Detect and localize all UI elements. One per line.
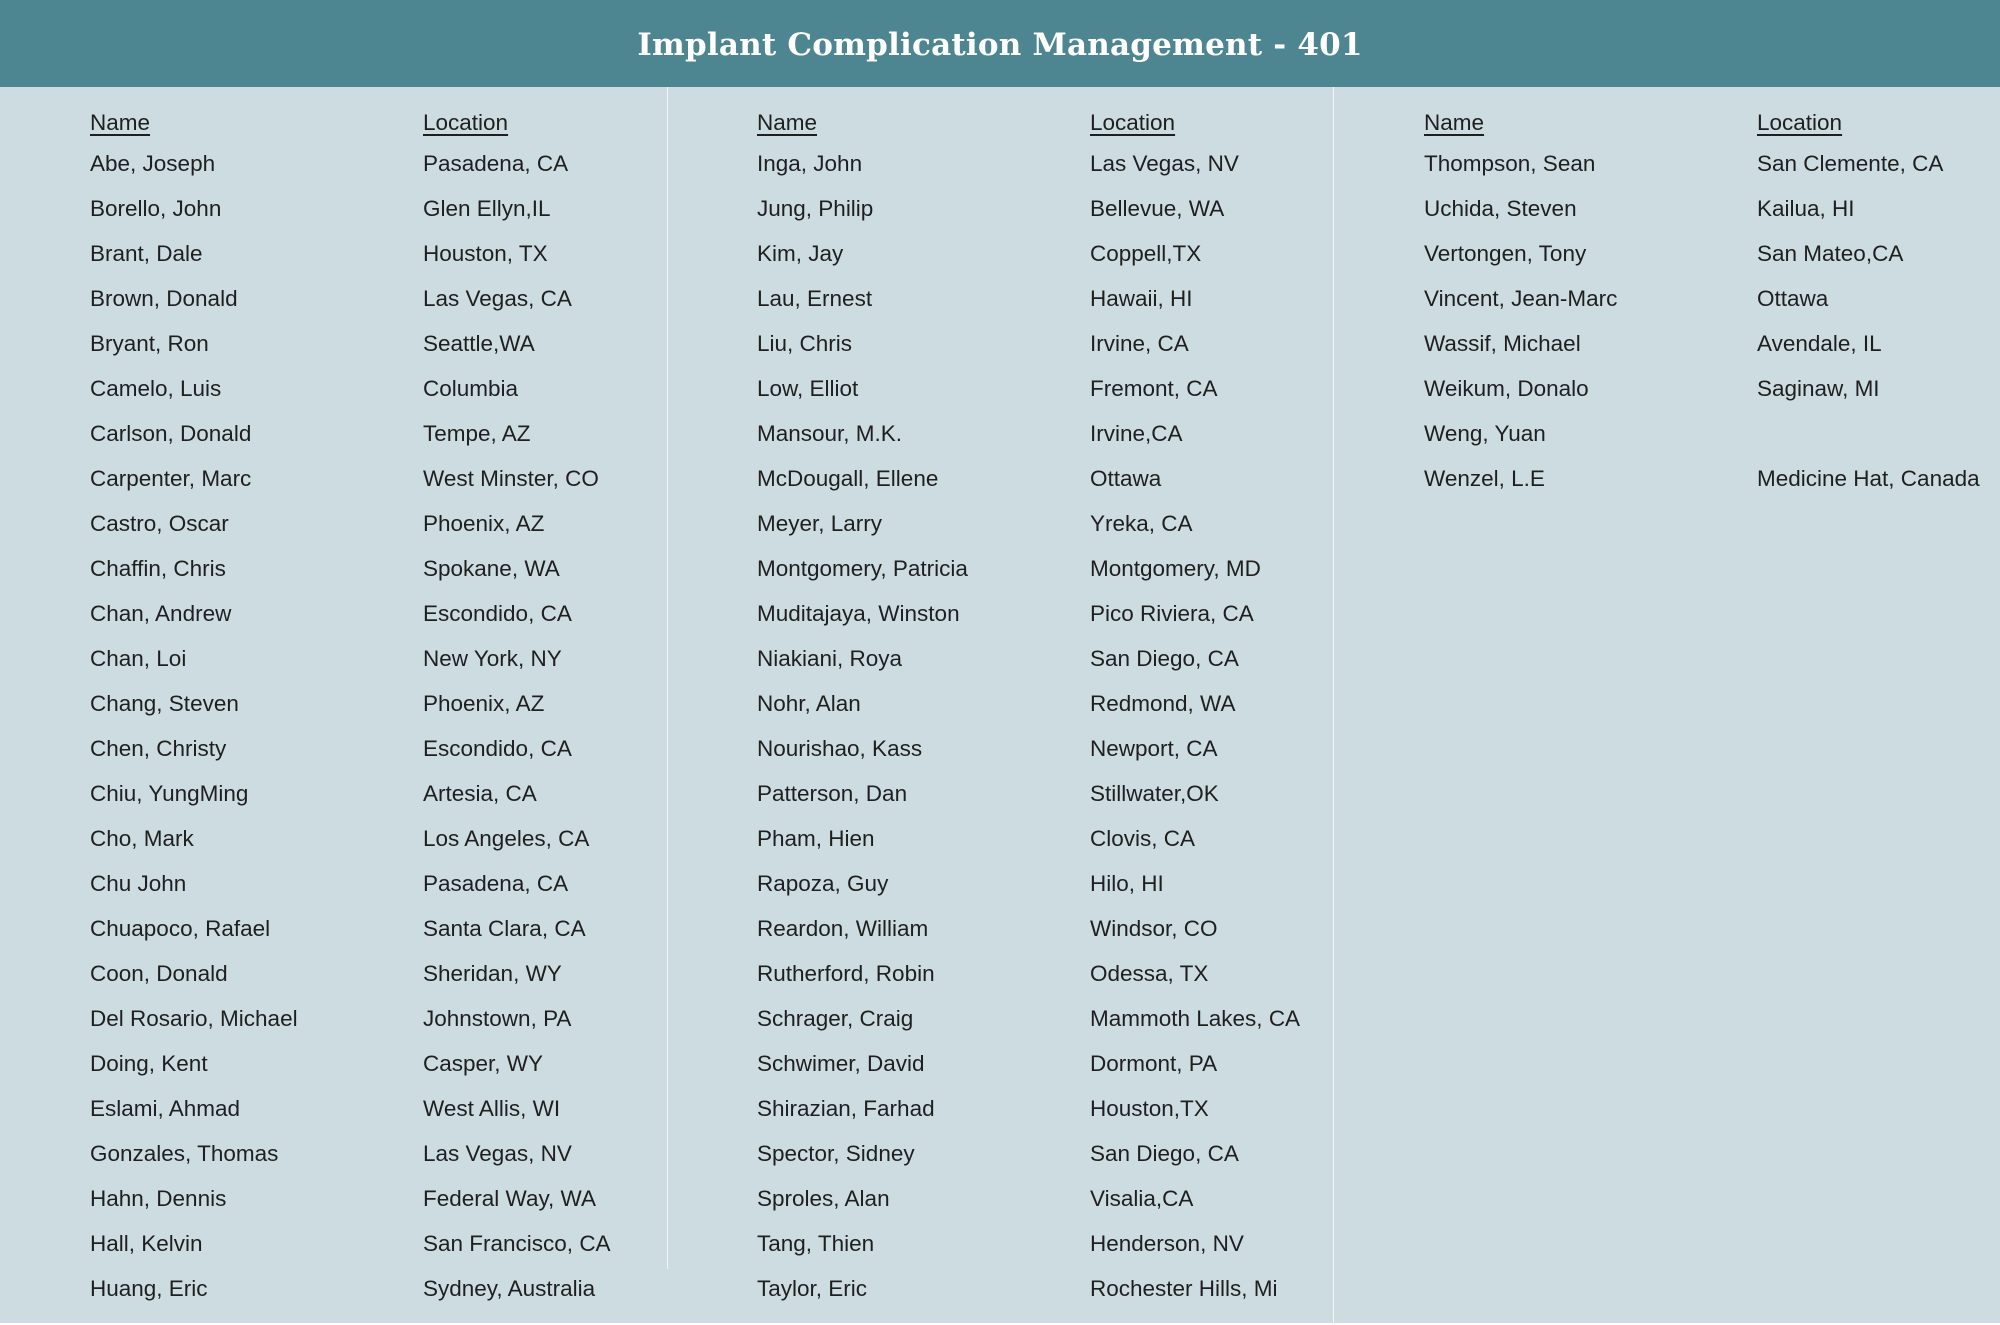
- attendee-location: Las Vegas, NV: [423, 1140, 572, 1166]
- location-header-cell: [1090, 110, 1397, 136]
- attendee-name: Chan, Andrew: [90, 600, 232, 626]
- attendee-row: [90, 546, 730, 591]
- attendee-location: Federal Way, WA: [423, 1185, 596, 1211]
- attendee-location: Redmond, WA: [1090, 690, 1236, 716]
- attendee-name: Schwimer, David: [757, 1050, 925, 1076]
- attendee-location: Fremont, CA: [1090, 375, 1218, 401]
- location-header: Location: [1757, 110, 1843, 135]
- attendee-location: Escondido, CA: [423, 600, 572, 626]
- attendee-location: Ottawa: [1757, 285, 1829, 311]
- attendee-name: Vincent, Jean-Marc: [1424, 285, 1618, 311]
- name-header-cell: [90, 110, 423, 136]
- attendee-location: Phoenix, AZ: [423, 690, 545, 716]
- attendee-location: Irvine, CA: [1090, 330, 1189, 356]
- attendee-row: [1424, 366, 2000, 411]
- attendee-row: [90, 681, 730, 726]
- attendee-location: Dormont, PA: [1090, 1050, 1218, 1076]
- attendee-location: Pasadena, CA: [423, 150, 569, 176]
- attendee-name: Chan, Loi: [90, 645, 187, 671]
- attendee-name: Abe, Joseph: [90, 150, 216, 176]
- attendee-name: Mansour, M.K.: [757, 420, 903, 446]
- attendee-location: Pico Riviera, CA: [1090, 600, 1254, 626]
- attendee-location: Stillwater,OK: [1090, 780, 1219, 806]
- attendee-location: Bellevue, WA: [1090, 195, 1225, 221]
- attendee-name: Vertongen, Tony: [1424, 240, 1587, 266]
- attendee-location: Saginaw, MI: [1757, 375, 1880, 401]
- attendee-row: [757, 411, 1397, 456]
- attendee-location: Spokane, WA: [423, 555, 560, 581]
- attendee-row: [757, 501, 1397, 546]
- attendee-row: [90, 816, 730, 861]
- attendee-row: [757, 231, 1397, 276]
- attendee-row: [90, 411, 730, 456]
- attendee-row: [90, 1041, 730, 1086]
- attendee-name: Spector, Sidney: [757, 1140, 915, 1166]
- attendee-name: Cho, Mark: [90, 825, 194, 851]
- attendee-row: [90, 276, 730, 321]
- location-header: Location: [1090, 110, 1176, 135]
- attendee-row: [90, 186, 730, 231]
- attendee-list: [90, 141, 730, 1311]
- attendee-name: Chaffin, Chris: [90, 555, 226, 581]
- attendee-row: [757, 681, 1397, 726]
- attendee-location: Mammoth Lakes, CA: [1090, 1005, 1301, 1031]
- attendee-row: [90, 771, 730, 816]
- location-header: Location: [423, 110, 509, 135]
- attendee-row: [90, 321, 730, 366]
- attendee-location: Coppell,TX: [1090, 240, 1202, 266]
- attendee-name: Rapoza, Guy: [757, 870, 889, 896]
- attendee-name: Meyer, Larry: [757, 510, 883, 536]
- attendee-name: Pham, Hien: [757, 825, 875, 851]
- attendee-location: Irvine,CA: [1090, 420, 1183, 446]
- column-header-row: [90, 100, 730, 139]
- attendee-name: Weng, Yuan: [1424, 420, 1546, 446]
- attendee-row: [90, 141, 730, 186]
- attendee-row: [90, 456, 730, 501]
- attendee-location: Casper, WY: [423, 1050, 544, 1076]
- attendee-row: [1424, 456, 2000, 501]
- attendee-name: Carpenter, Marc: [90, 465, 252, 491]
- attendee-column-2: [757, 100, 1397, 1311]
- attendee-location: West Minster, CO: [423, 465, 599, 491]
- attendee-name: Taylor, Eric: [757, 1275, 868, 1301]
- attendee-name: Rutherford, Robin: [757, 960, 935, 986]
- attendee-location: Escondido, CA: [423, 735, 572, 761]
- attendee-location: Kailua, HI: [1757, 195, 1855, 221]
- attendee-row: [757, 951, 1397, 996]
- attendee-row: [757, 1176, 1397, 1221]
- attendee-row: [1424, 231, 2000, 276]
- attendee-location: Ottawa: [1090, 465, 1162, 491]
- attendee-name: Wassif, Michael: [1424, 330, 1581, 356]
- attendee-name: Niakiani, Roya: [757, 645, 903, 671]
- attendee-row: [90, 1221, 730, 1266]
- name-header: Name: [90, 110, 151, 135]
- attendee-column-3: [1424, 100, 2000, 501]
- attendee-location: Sydney, Australia: [423, 1275, 596, 1301]
- attendee-location: Windsor, CO: [1090, 915, 1218, 941]
- attendee-location: San Diego, CA: [1090, 645, 1239, 671]
- name-header: Name: [1424, 110, 1485, 135]
- attendee-name: Brown, Donald: [90, 285, 238, 311]
- attendee-name: Nourishao, Kass: [757, 735, 923, 761]
- attendee-row: [757, 546, 1397, 591]
- attendee-name: Castro, Oscar: [90, 510, 229, 536]
- attendee-name: Nohr, Alan: [757, 690, 861, 716]
- attendee-row: [757, 906, 1397, 951]
- attendee-location: Rochester Hills, Mi: [1090, 1275, 1278, 1301]
- attendee-name: Liu, Chris: [757, 330, 853, 356]
- attendee-row: [757, 141, 1397, 186]
- attendee-row: [757, 726, 1397, 771]
- attendee-location: San Diego, CA: [1090, 1140, 1239, 1166]
- attendee-name: Schrager, Craig: [757, 1005, 914, 1031]
- attendee-location: San Mateo,CA: [1757, 240, 1904, 266]
- attendee-row: [757, 996, 1397, 1041]
- attendee-location: Artesia, CA: [423, 780, 537, 806]
- attendee-name: Chu John: [90, 870, 187, 896]
- attendee-location: Los Angeles, CA: [423, 825, 590, 851]
- attendee-row: [757, 591, 1397, 636]
- attendee-location: Santa Clara, CA: [423, 915, 586, 941]
- attendee-row: [757, 1086, 1397, 1131]
- attendee-row: [90, 501, 730, 546]
- attendee-location: Houston,TX: [1090, 1095, 1209, 1121]
- attendee-name: Camelo, Luis: [90, 375, 222, 401]
- name-header-cell: [757, 110, 1090, 136]
- attendee-row: [90, 1266, 730, 1311]
- attendee-name: Reardon, William: [757, 915, 929, 941]
- attendee-location: Yreka, CA: [1090, 510, 1193, 536]
- attendee-name: Shirazian, Farhad: [757, 1095, 935, 1121]
- attendee-name: Tang, Thien: [757, 1230, 875, 1256]
- attendee-location: Columbia: [423, 375, 519, 401]
- attendee-row: [1424, 276, 2000, 321]
- name-header: Name: [757, 110, 818, 135]
- attendee-name: Thompson, Sean: [1424, 150, 1596, 176]
- attendee-location: Tempe, AZ: [423, 420, 531, 446]
- attendee-row: [757, 861, 1397, 906]
- attendee-name: Wenzel, L.E: [1424, 465, 1545, 491]
- attendee-row: [90, 861, 730, 906]
- attendee-location: Phoenix, AZ: [423, 510, 545, 536]
- attendee-location: Avendale, IL: [1757, 330, 1882, 356]
- attendee-location: Odessa, TX: [1090, 960, 1209, 986]
- attendee-name: Eslami, Ahmad: [90, 1095, 241, 1121]
- attendee-row: [1424, 321, 2000, 366]
- attendee-list: [1424, 141, 2000, 501]
- column-header-row: [1424, 100, 2000, 139]
- attendee-name: Carlson, Donald: [90, 420, 252, 446]
- attendee-location: Clovis, CA: [1090, 825, 1196, 851]
- attendee-location: New York, NY: [423, 645, 562, 671]
- attendee-location: Glen Ellyn,IL: [423, 195, 551, 221]
- column-header-row: [757, 100, 1397, 139]
- attendee-name: Sproles, Alan: [757, 1185, 890, 1211]
- attendee-row: [757, 456, 1397, 501]
- attendee-location: Medicine Hat, Canada: [1757, 465, 1980, 491]
- attendee-name: Jung, Philip: [757, 195, 874, 221]
- attendee-name: Doing, Kent: [90, 1050, 208, 1076]
- attendee-row: [90, 906, 730, 951]
- attendee-row: [90, 591, 730, 636]
- attendee-row: [757, 321, 1397, 366]
- attendee-row: [90, 996, 730, 1041]
- attendee-row: [757, 276, 1397, 321]
- attendee-name: Weikum, Donalo: [1424, 375, 1589, 401]
- attendee-name: Hall, Kelvin: [90, 1230, 203, 1256]
- attendee-row: [757, 1221, 1397, 1266]
- attendee-location: San Clemente, CA: [1757, 150, 1944, 176]
- attendee-column-1: [90, 100, 730, 1311]
- attendee-row: [757, 366, 1397, 411]
- attendee-location: Montgomery, MD: [1090, 555, 1261, 581]
- attendee-name: Bryant, Ron: [90, 330, 209, 356]
- attendee-location: Hawaii, HI: [1090, 285, 1193, 311]
- attendee-name: Chen, Christy: [90, 735, 227, 761]
- attendee-row: [90, 1086, 730, 1131]
- attendee-row: [90, 1176, 730, 1221]
- attendee-row: [757, 1131, 1397, 1176]
- attendee-name: Kim, Jay: [757, 240, 844, 266]
- attendee-name: Chang, Steven: [90, 690, 239, 716]
- attendee-location: Visalia,CA: [1090, 1185, 1194, 1211]
- attendee-row: [1424, 411, 2000, 456]
- attendee-row: [90, 636, 730, 681]
- attendee-row: [757, 816, 1397, 861]
- attendee-name: Muditajaya, Winston: [757, 600, 960, 626]
- attendee-location: Houston, TX: [423, 240, 548, 266]
- attendee-location: Hilo, HI: [1090, 870, 1164, 896]
- attendee-location: Sheridan, WY: [423, 960, 562, 986]
- attendee-name: Brant, Dale: [90, 240, 203, 266]
- attendee-list: [757, 141, 1397, 1311]
- attendee-name: Inga, John: [757, 150, 863, 176]
- attendee-name: Chiu, YungMing: [90, 780, 249, 806]
- attendee-name: McDougall, Ellene: [757, 465, 939, 491]
- attendee-location: Las Vegas, CA: [423, 285, 572, 311]
- attendee-row: [90, 231, 730, 276]
- attendee-name: Uchida, Steven: [1424, 195, 1577, 221]
- attendee-name: Hahn, Dennis: [90, 1185, 227, 1211]
- attendee-location: West Allis, WI: [423, 1095, 561, 1121]
- attendee-location: Las Vegas, NV: [1090, 150, 1239, 176]
- name-header-cell: [1424, 110, 1757, 136]
- attendee-name: Chuapoco, Rafael: [90, 915, 271, 941]
- title-bar: [0, 0, 2000, 87]
- attendee-location: Johnstown, PA: [423, 1005, 572, 1031]
- location-header-cell: [423, 110, 730, 136]
- attendee-row: [90, 726, 730, 771]
- attendee-row: [757, 1266, 1397, 1311]
- attendee-row: [757, 636, 1397, 681]
- attendee-name: Del Rosario, Michael: [90, 1005, 298, 1031]
- attendee-row: [757, 771, 1397, 816]
- page-title: Implant Complication Management - 401: [637, 26, 1363, 63]
- attendee-name: Lau, Ernest: [757, 285, 873, 311]
- attendee-location: San Francisco, CA: [423, 1230, 611, 1256]
- attendee-row: [757, 1041, 1397, 1086]
- location-header-cell: [1757, 110, 2000, 136]
- attendee-name: Gonzales, Thomas: [90, 1140, 279, 1166]
- attendee-location: Seattle,WA: [423, 330, 535, 356]
- attendee-location: Henderson, NV: [1090, 1230, 1244, 1256]
- attendee-name: Montgomery, Patricia: [757, 555, 968, 581]
- attendee-location: Pasadena, CA: [423, 870, 569, 896]
- attendee-name: Patterson, Dan: [757, 780, 908, 806]
- attendee-row: [1424, 186, 2000, 231]
- attendee-row: [90, 366, 730, 411]
- attendee-name: Huang, Eric: [90, 1275, 208, 1301]
- attendee-row: [757, 186, 1397, 231]
- attendee-name: Borello, John: [90, 195, 222, 221]
- attendee-name: Low, Elliot: [757, 375, 859, 401]
- attendee-row: [90, 1131, 730, 1176]
- attendee-row: [1424, 141, 2000, 186]
- attendee-row: [90, 951, 730, 996]
- attendee-location: Newport, CA: [1090, 735, 1218, 761]
- attendee-name: Coon, Donald: [90, 960, 228, 986]
